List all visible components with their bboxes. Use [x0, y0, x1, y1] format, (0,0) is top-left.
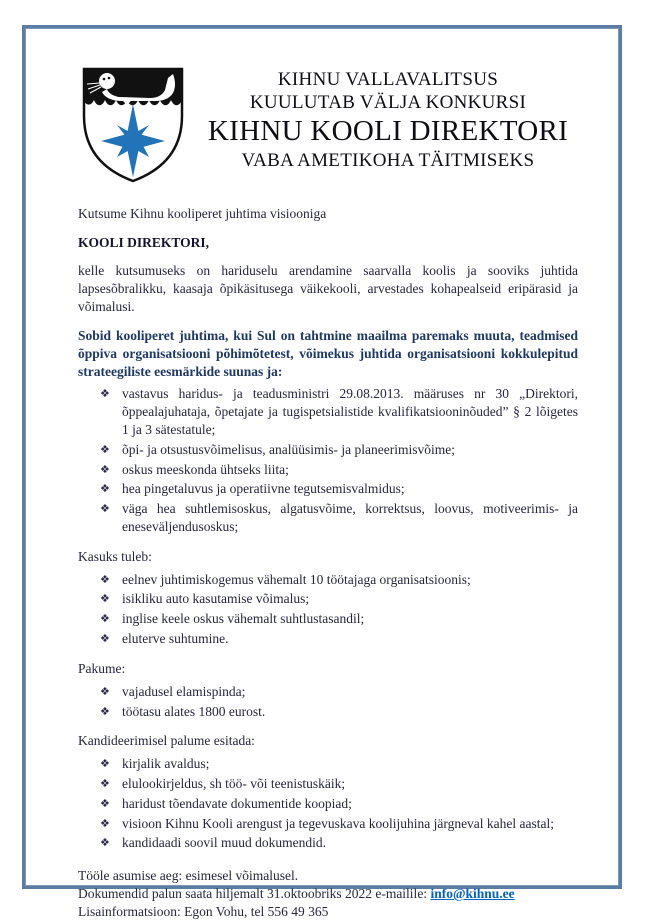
diamond-bullet-icon: ❖: [100, 387, 110, 401]
list-item-text: eelnev juhtimiskogemus vähemalt 10 töötajaga organisatsioonis;: [122, 571, 471, 587]
header-line-4: VABA AMETIKOHA TÄITMISEKS: [241, 150, 535, 171]
apply-heading: Kandideerimisel palume esitada:: [78, 733, 255, 749]
list-item: [100, 461, 578, 479]
list-item: [100, 590, 578, 608]
documents-line-text: Dokumendid palun saata hiljemalt 31.oktoobriks 2022 e-mailile:: [78, 886, 431, 902]
diamond-bullet-icon: ❖: [100, 704, 110, 718]
documents-line: [78, 885, 578, 903]
list-item: [100, 755, 578, 773]
diamond-bullet-icon: ❖: [100, 482, 110, 496]
list-item: [100, 480, 578, 498]
list-item: [100, 834, 578, 852]
list-item-text: elulookirjeldus, sh töö- või teenistuskäik;: [122, 775, 346, 791]
diamond-bullet-icon: ❖: [100, 502, 110, 516]
list-item: [100, 610, 578, 628]
announcement-page: [22, 25, 622, 920]
start-date-line: Tööle asumise aeg: esimesel võimalusel.: [78, 868, 299, 884]
list-item-text: oskus meeskonda ühtseks liita;: [122, 461, 289, 477]
requirements-list: [78, 385, 578, 536]
position-title: KOOLI DIREKTORI,: [78, 234, 210, 250]
diamond-bullet-icon: ❖: [100, 757, 110, 771]
list-item-text: inglise keele oskus vähemalt suhtlustasandil;: [122, 611, 365, 627]
list-item: [100, 815, 578, 833]
coat-of-arms-icon: [78, 64, 188, 184]
list-item: [100, 775, 578, 793]
list-item-text: visioon Kihnu Kooli arengust ja tegevuskava koolijuhina järgneval kahel aastal;: [122, 815, 555, 831]
list-item-text: hea pingetaluvus ja operatiivne tegutsemisvalmidus;: [122, 481, 405, 497]
diamond-bullet-icon: ❖: [100, 776, 110, 790]
email-link[interactable]: info@kihnu.ee: [430, 886, 515, 902]
diamond-bullet-icon: ❖: [100, 572, 110, 586]
list-item-text: töötasu alates 1800 eurost.: [122, 703, 266, 719]
header-line-1: KIHNU VALLAVALITSUS: [277, 69, 499, 90]
page-content: [25, 28, 619, 921]
apply-list: [78, 755, 578, 852]
list-item-text: väga hea suhtlemisoskus, algatusvõime, korrektsus, loovus, motiveerimis- ja eneseväljendusoskus;: [122, 501, 578, 534]
list-item: [100, 703, 578, 721]
list-item-text: kirjalik avaldus;: [122, 756, 210, 772]
list-item: [100, 683, 578, 701]
list-item-text: eluterve suhtumine.: [122, 631, 229, 647]
list-item-text: haridust tõendavate dokumentide koopiad;: [122, 795, 352, 811]
diamond-bullet-icon: ❖: [100, 592, 110, 606]
benefits-list: [78, 571, 578, 648]
list-item-text: õpi- ja otsustusvõimelisus, analüüsimis- ja planeerimisvõime;: [122, 441, 455, 457]
intro-line: Kutsume Kihnu kooliperet juhtima visiooniga: [78, 205, 327, 221]
header-line-2: KUULUTAB VÄLJA KONKURSI: [249, 92, 527, 113]
diamond-bullet-icon: ❖: [100, 462, 110, 476]
benefits-heading: Kasuks tuleb:: [78, 548, 152, 564]
page-title: KIHNU KOOLI DIREKTORI: [207, 115, 569, 147]
offers-heading: Pakume:: [78, 660, 126, 676]
contact-info-line: Lisainformatsioon: Egon Vohu, tel 556 49 365: [78, 904, 329, 920]
list-item: [100, 500, 578, 536]
diamond-bullet-icon: ❖: [100, 816, 110, 830]
document-header: [78, 64, 578, 189]
description-paragraph: kelle kutsumuseks on hariduselu arendamine saarvalla koolis ja sooviks juhtida lapsesõbralikku, kaasaja õpikäsitusega väikekooli, arvestades kohapealseid eripärasid ja võimalusi.: [78, 263, 578, 315]
kihnu-coat-of-arms-logo: [78, 64, 188, 189]
list-item: [100, 630, 578, 648]
diamond-bullet-icon: ❖: [100, 442, 110, 456]
list-item: [100, 385, 578, 438]
list-item: [100, 795, 578, 813]
title-block: [188, 64, 578, 172]
list-item-text: kandidaadi soovil muud dokumendid.: [122, 835, 326, 851]
diamond-bullet-icon: ❖: [100, 836, 110, 850]
footer-block: [78, 867, 578, 921]
diamond-bullet-icon: ❖: [100, 612, 110, 626]
list-item-text: vajadusel elamispinda;: [122, 683, 246, 699]
offers-list: [78, 683, 578, 721]
list-item: [100, 441, 578, 459]
diamond-bullet-icon: ❖: [100, 796, 110, 810]
list-item: [100, 571, 578, 589]
list-item-text: vastavus haridus- ja teadusministri 29.08.2013. määruses nr 30 „Direktori, õppealajuhataja, õpetajate ja tugispetsialistide kvalifikatsiooninõuded” § 2 lõigetes 1 ja 3 sätestatule;: [122, 386, 578, 437]
requirements-lead-paragraph: Sobid kooliperet juhtima, kui Sul on tahtmine maailma paremaks muuta, teadmised õppiva organisatsiooni põhimõtetest, võimekus juhtida organisatsiooni kokkulepitud strateegiliste eesmärkide suunas ja:: [78, 327, 578, 379]
diamond-bullet-icon: ❖: [100, 684, 110, 698]
list-item-text: isikliku auto kasutamise võimalus;: [122, 591, 310, 607]
diamond-bullet-icon: ❖: [100, 632, 110, 646]
